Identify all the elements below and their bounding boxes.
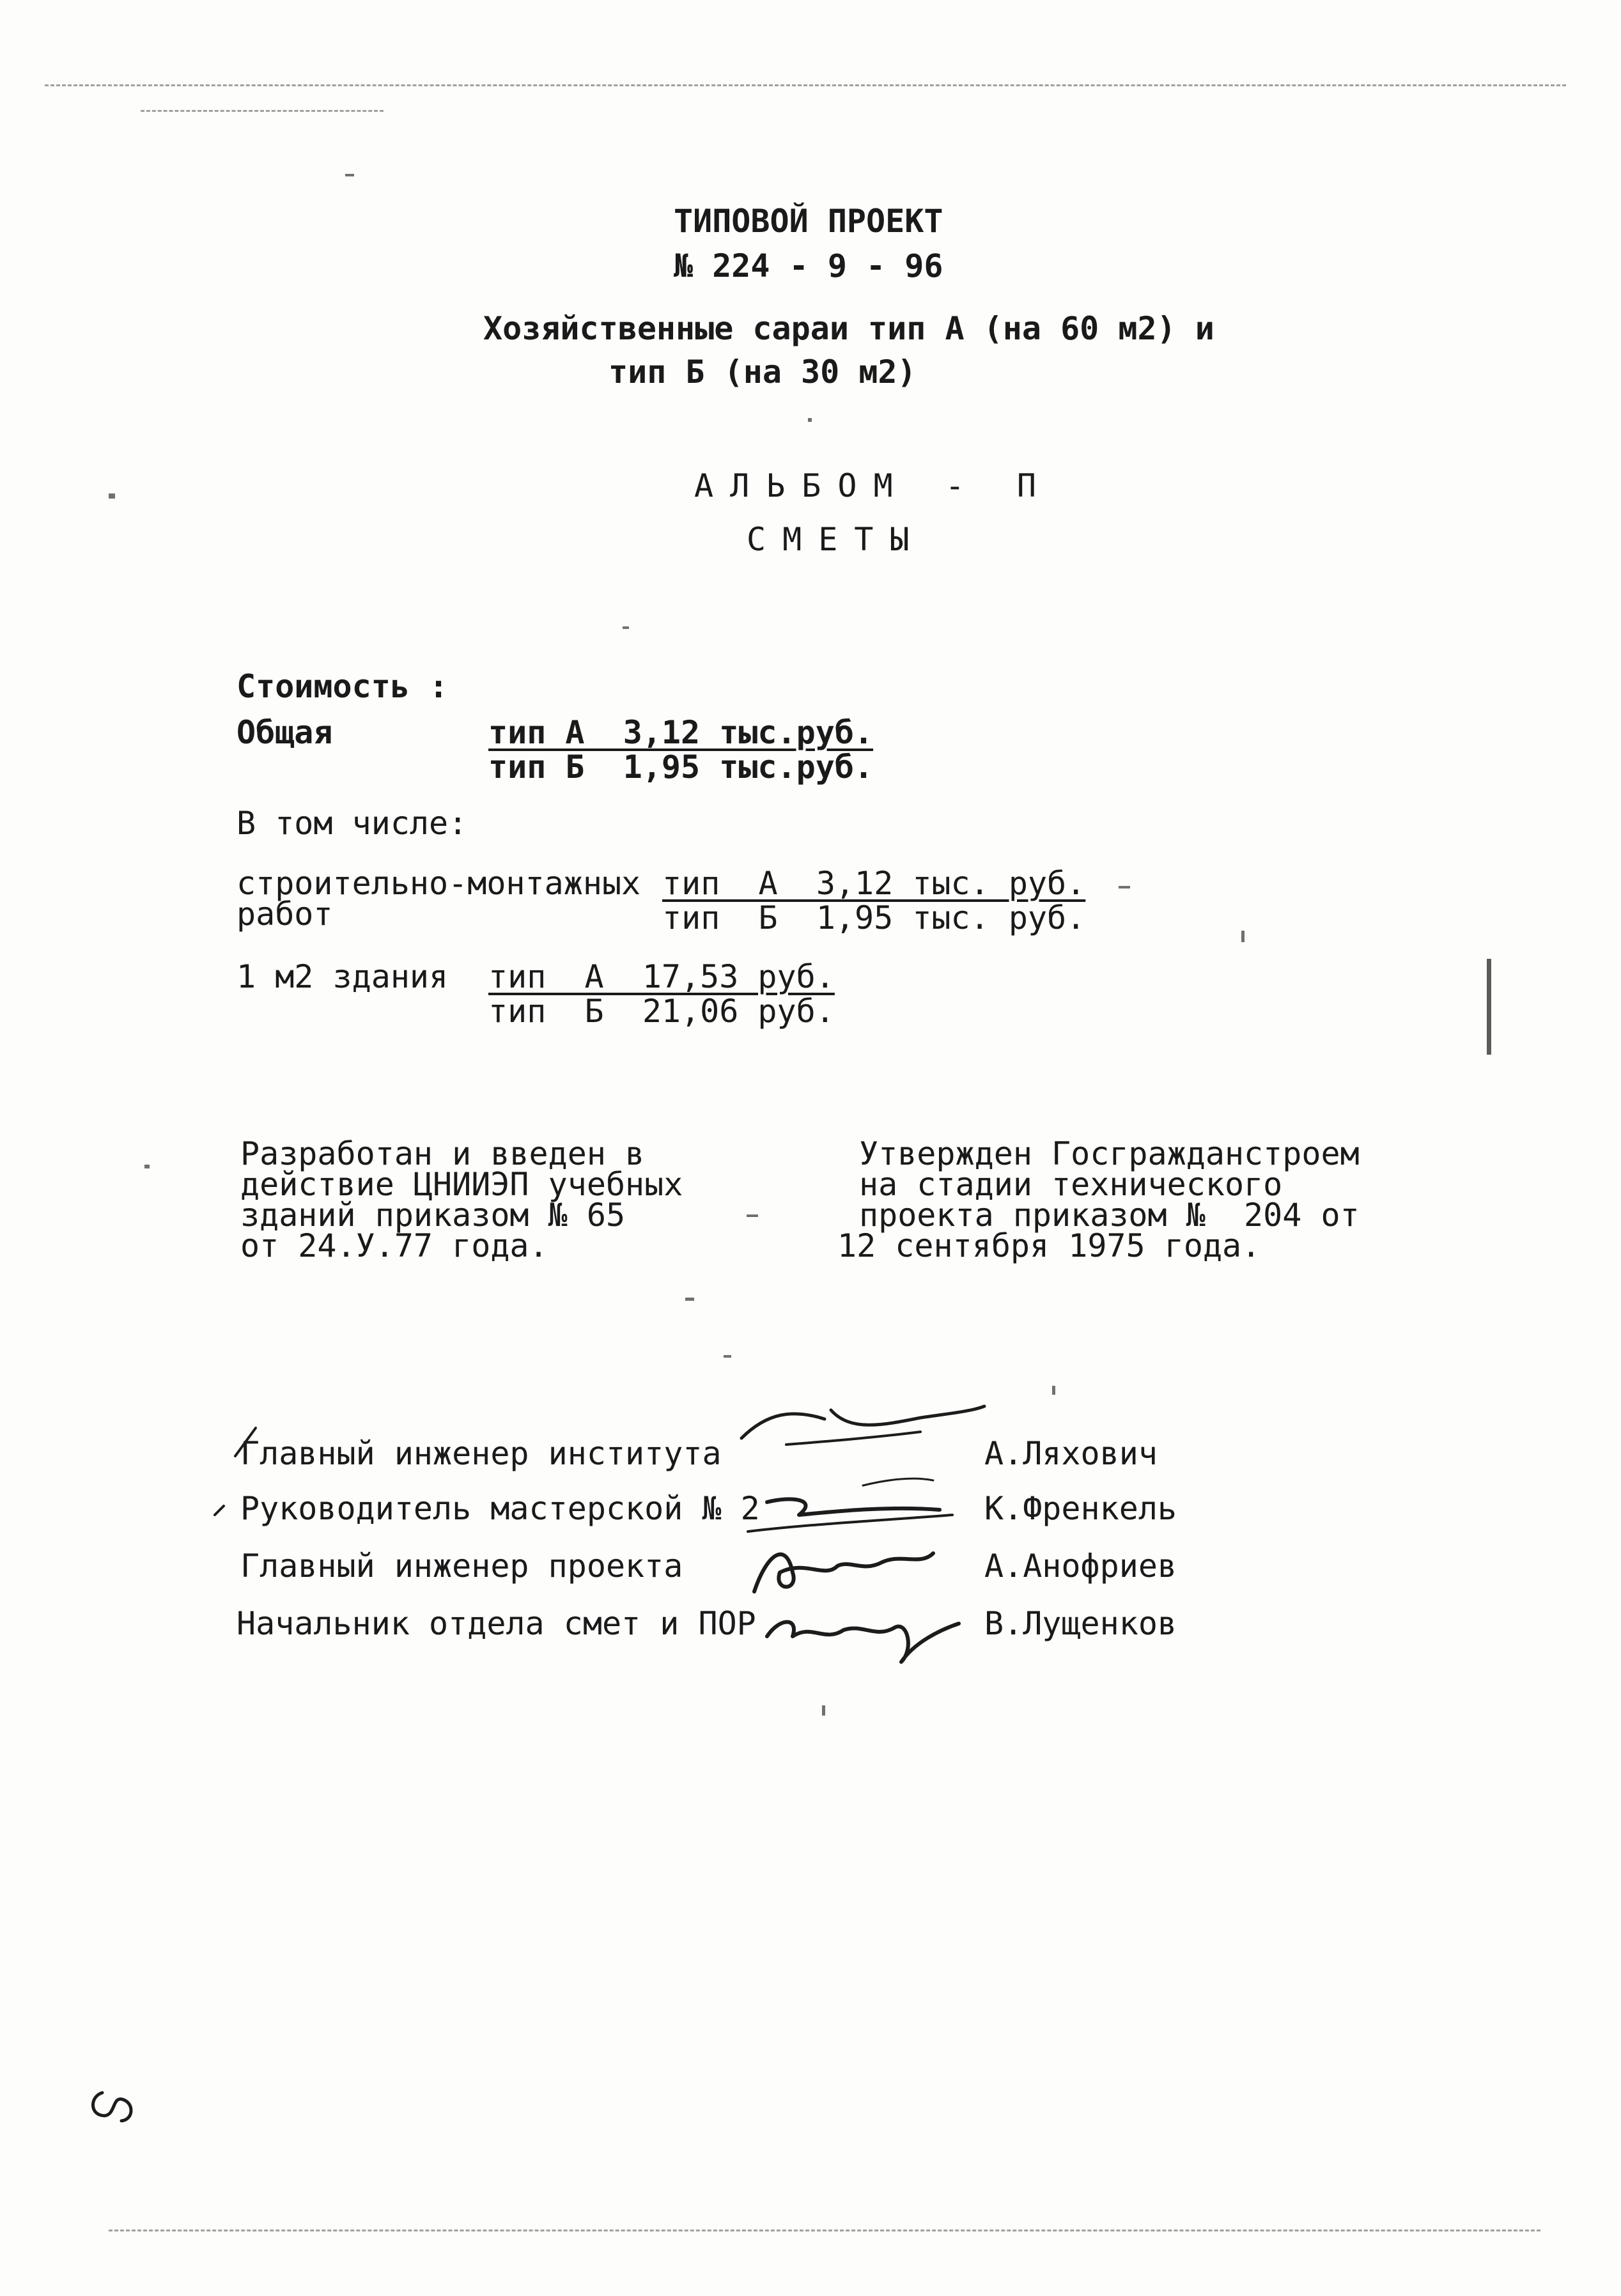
- scan-speck: [1241, 931, 1245, 942]
- scan-speck: [1487, 959, 1491, 1055]
- approved-line4: 12 сентября 1975 года.: [837, 1227, 1261, 1264]
- developed-line3: зданий приказом № 65: [240, 1197, 626, 1234]
- scan-speck: [822, 1705, 825, 1716]
- scan-speck: [747, 1214, 758, 1217]
- construction-cost-type-b: тип Б 1,95 тыс. руб.: [662, 899, 1086, 936]
- scan-speck: [623, 626, 629, 629]
- album-title: АЛЬБОМ - П: [694, 467, 1053, 504]
- total-cost-label: Общая: [237, 714, 333, 751]
- per-m2-label: 1 м2 здания: [237, 958, 449, 995]
- album-subtitle: СМЕТЫ: [747, 521, 926, 558]
- handwritten-signature-2: [722, 1470, 991, 1540]
- developed-line4: от 24.У.77 года.: [240, 1227, 548, 1264]
- per-m2-cost-type-b: тип Б 21,06 руб.: [488, 993, 835, 1030]
- check-mark-icon: [211, 1500, 230, 1519]
- construction-label-line2: работ: [237, 896, 333, 933]
- total-cost-type-a: тип А 3,12 тыс.руб.: [488, 714, 874, 751]
- signature-name-workshop-head: К.Френкель: [984, 1490, 1177, 1527]
- scan-speck: [345, 174, 354, 176]
- per-m2-cost-type-a: тип А 17,53 руб.: [488, 958, 835, 995]
- scan-speck: [109, 493, 115, 499]
- handwritten-signature-3: [729, 1534, 946, 1604]
- developed-line1: Разработан и введен в: [240, 1135, 645, 1172]
- approved-line2: на стадии технического: [859, 1166, 1283, 1203]
- page-mark-scribble: [83, 2084, 153, 2129]
- signature-name-estimates-dept-head: В.Лущенков: [984, 1605, 1177, 1642]
- approved-line1: Утвержден Госгражданстроем: [859, 1135, 1360, 1172]
- including-label: В том числе:: [237, 805, 468, 842]
- handwritten-signature-1: [729, 1400, 997, 1457]
- construction-label-line1: строительно-монтажных: [237, 865, 641, 902]
- check-mark-icon: [230, 1424, 262, 1462]
- approved-line3: проекта приказом № 204 от: [859, 1197, 1360, 1234]
- scan-noise-bottom: [109, 2230, 1540, 2231]
- handwritten-signature-4: [754, 1598, 972, 1668]
- signature-name-chief-project-engineer: А.Анофриев: [984, 1547, 1177, 1585]
- developed-line2: действие ЦНИИЭП учебных: [240, 1166, 683, 1203]
- scan-speck: [724, 1355, 731, 1358]
- scan-noise-top: [45, 84, 1566, 86]
- project-type-heading: ТИПОВОЙ ПРОЕКТ: [674, 203, 943, 240]
- signature-name-chief-engineer-institute: А.Ляхович: [984, 1435, 1158, 1472]
- signature-role-chief-project-engineer: Главный инженер проекта: [240, 1547, 683, 1585]
- scan-speck: [685, 1298, 694, 1301]
- scan-speck: [808, 418, 812, 422]
- project-number: № 224 - 9 - 96: [674, 247, 943, 284]
- project-title-line2: тип Б (на 30 м2): [609, 353, 917, 391]
- scan-speck: [1119, 886, 1130, 888]
- signature-role-workshop-head: Руководитель мастерской № 2: [240, 1490, 760, 1527]
- construction-cost-type-a: тип А 3,12 тыс. руб.: [662, 865, 1086, 902]
- cost-heading: Стоимость :: [237, 668, 449, 705]
- signature-role-chief-engineer-institute: Главный инженер института: [240, 1435, 722, 1472]
- signature-role-estimates-dept-head: Начальник отдела смет и ПОР: [237, 1605, 756, 1642]
- total-cost-type-b: тип Б 1,95 тыс.руб.: [488, 749, 874, 786]
- scan-speck: [1052, 1386, 1055, 1395]
- scan-noise-top-2: [141, 110, 384, 112]
- project-title-line1: Хозяйственные сараи тип А (на 60 м2) и: [483, 310, 1214, 347]
- scan-speck: [144, 1165, 150, 1168]
